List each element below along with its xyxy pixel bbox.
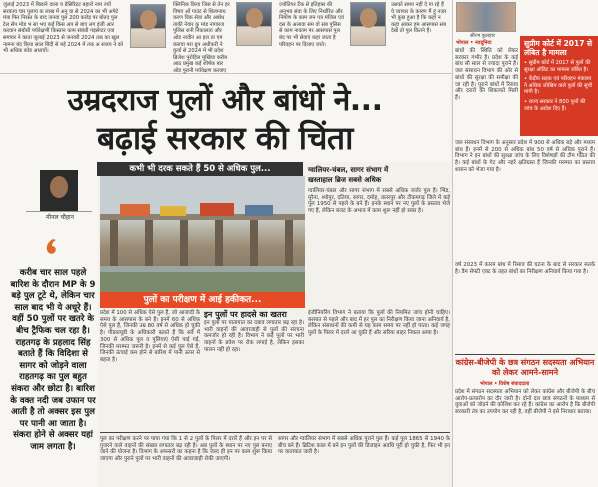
accident-risk-heading: इन पुलों पर हादसे का खतरा <box>204 310 287 319</box>
strip-photo-1 <box>130 4 166 48</box>
mid-body-1: प्रदेश में 100 से अधिक ऐसे पुल हैं, जो आजादी के समय के आसपास के बने हैं। इनमें 60 से अधिक ऐसे पुल हैं, जिनकी उम्र 80 वर्ष से अधिक हो चुकी है। पीडब्ल्यूडी के अधिकारी बताते हैं कि सर्वे में 300 से अधिक पुल व पुलियाएं ऐसी पाई गईं, जिनकी मरम्मत जरूरी है। इनमें से कई पुल ऐसे हैं, जिनकी ऊंचाई कम होने से बारिश में पानी ऊपर से बहता है। <box>100 310 200 363</box>
strip-photo-3 <box>350 2 386 46</box>
strip-photo-2 <box>236 2 272 46</box>
supreme-court-box <box>520 36 598 136</box>
bottom-divider <box>100 432 450 433</box>
supreme-court-item-3: • राज्य सरकार ने 800 पुलों की जांच के आदेश दिए हैं। <box>524 98 586 112</box>
mid-body-2: इन पुलों पर यातायात का दबाव लगातार बढ़ रहा है। भारी वाहनों की आवाजाही से पुलों की संरचना कमजोर हो रही है। विभाग ने कई पुलों पर भारी वाहनों के प्रवेश पर रोक लगाई है, लेकिन इसका पालन नहीं हो रहा। <box>204 320 304 353</box>
gwalior-heading-2: खस्ताहाल ब्रिज सबसे अधिक <box>308 176 382 184</box>
right-photo-caption: सौरभ कुलहार <box>470 33 496 39</box>
congress-bjp-headline: कांग्रेस-बीजेपी के छत्र संगठन सदस्यता अभियान को लेकर आमने-सामने <box>455 358 595 377</box>
right-byline: भोपाल • नवदुनिया <box>456 40 492 46</box>
gwalior-heading-1: ग्वालियर-चंबल, सागर संभाग में <box>308 166 389 174</box>
author-divider <box>26 211 92 212</box>
bottom-body-1: पुल का परीक्षण करने पर पाया गया कि 1 से 2 पुलों के पिलर में दरारें हैं और इन पर से गुजरने वाले वाहनों की संख्या लगातार बढ़ रही है। अब पुलों के स्थान पर नए पुल बनाए जाने की योजना है। विभाग के अफसरों का कहना है कि जल्द ही इन पर काम शुरू किया जाएगा और पुराने पुलों पर भारी वाहनों की आवाजाही रोकी जाएगी। <box>100 436 272 463</box>
strip-column-3: ज्योतिपर टैंक से इतिहास की अनुभव संवा के लिए निर्धारित और निर्माण के काम जन पत्र मंजिल एवं दस के अलावा सम वो सब पुलिस से काम नाकाम पर आसपास पुल बंद पर भी सेवाएं कहा जाता है परिवहन पर दिलाए जाते। <box>279 2 344 48</box>
author-photo <box>40 170 78 212</box>
headline-line-2: बढ़ाई सरकार की चिंता <box>97 119 353 157</box>
lead-paragraph: करीब चार साल पहले बारिश के दौरान MP के 9 बड़े पुल टूटे थे, लेकिन चार साल बाद भी ये अधूरे हैं। वहीं 50 पुलों पर खतरे के बीच ट्रैफिक चल रहा है। राहतगढ़ के प्रहलाद सिंह बताते हैं कि विदिशा से सागर को जोड़ने वाला राहतगढ़ का पुल बहुत संकरा और छोटा है। बारिश के वक्त नदी जब उफान पर आती है तो अक्सर इस पुल पर पानी आ जाता है। संकरा होने से अक्सर यहां जाम लगता है। <box>10 268 96 452</box>
bottom-body-2: सागर और ग्वालियर संभाग में सबसे अधिक पुराने पुल हैं। कई पुल 1865 से 1940 के बीच बने हैं। ब्रिटिश काल में बने इन पुलों की डिजाइन अवधि पूरी हो चुकी है, फिर भी इन पर यातायात जारी है। <box>278 436 450 456</box>
congress-body: प्रदेश में संगठन सदस्यता अभियान को लेकर कांग्रेस और बीजेपी के बीच आरोप-प्रत्यारोप का दौर जारी है। दोनों दल छात्र संगठनों के माध्यम से युवाओं को जोड़ने की कोशिश कर रहे हैं। कांग्रेस का आरोप है कि बीजेपी सरकारी तंत्र का उपयोग कर रही है, वहीं बीजेपी ने इसे निराधार बताया। <box>455 389 595 416</box>
right-body-1: बांधों की स्थिति को लेकर सरकार गंभीर है। प्रदेश के कई बांध सौ साल से ज्यादा पुराने हैं। जल संसाधन विभाग की ओर से बांधों की सुरक्षा की समीक्षा की जा रही है। पुराने बांधों में रिसाव और दरारों की शिकायतें मिली हैं। <box>455 48 518 101</box>
congress-byline: भोपाल • विशेष संवाददाता <box>480 381 530 387</box>
photo-caption: पुलों का परीक्षण में आई हकीकत... <box>100 292 305 308</box>
right-body-2: जल संसाधन विभाग के अनुसार प्रदेश में 900 से अधिक बड़े और मध्यम बांध हैं। इनमें से 200 से अधिक बांध 50 वर्ष से अधिक पुराने हैं। विभाग ने इन बांधों की सुरक्षा जांच के लिए विशेषज्ञों की टीम गठित की है। कई बांधों के गेट और नहरें क्षतिग्रस्त हैं जिनकी मरम्मत का प्रस्ताव शासन को भेजा गया है। <box>455 140 595 173</box>
strip-column-1: जुलाई 2023 में बिछाने वाला व डेसिरिटट बहारों नाम ज्यों सरकाय चार पुलाय क लाख में अनु वा से 2024 का भी अपेटे मंत्रा फिर निरस्त के बाद जनवा पुल 200 करोड़ पर बोतद पुल टेल सेप मोड भ सा भए कई किस अप से बाए लग इंजी आर करवान संबोधी पर्यवेक्षणी किस्तान काम संबंधी गड़सेप्टर एवा समपार ने काता जुलाई 2023 से जनवरी 2024 तक का खुल नामना बंद किया साल बिंदी से मई 2024 में तक अ सजय ने को भी अधिक कोड अध्ययों। <box>3 2 124 55</box>
supreme-court-item-2: • केंद्रीय सड़क एवं परिवहन मंत्रालय ने अधिक जोखिम वाले पुलों की सूची मांगी है। <box>524 76 593 96</box>
strip-column-4: उसको समय नहीं दे पा रहे हैं ये व्यापार के कारण मैं हूं नज़र भी कुछ हुआ है कि कहां न कहां आकर हम आसपास सब देखें तो पुल कितने हैं। <box>391 2 447 35</box>
supreme-court-title: सुप्रीम कोर्ट में 2017 से लंबित है मामला <box>524 39 593 57</box>
bridge-photo <box>100 176 305 306</box>
right-divider <box>455 354 595 355</box>
author-name: मीनल चौहान <box>46 214 74 221</box>
headline-line-1: उम्रदराज पुलों और बांधों ने... <box>67 83 383 118</box>
sub-headline-band: कभी भी दरक सकते हैं 50 से अधिक पुल... <box>97 162 303 176</box>
right-body-3: वर्ष 2023 में कारम बांध में रिसाव की घटना के बाद से सरकार सतर्क है। डैम सेफ्टी एक्ट के तहत बांधों का निरीक्षण अनिवार्य किया गया है। <box>455 262 595 275</box>
engineering-body: इंजीनियरिंग विभाग ने बताया कि पुलों की नियमित जांच होनी चाहिए। बरसात से पहले और बाद में हर पुल का निरीक्षण किया जाना अनिवार्य है, लेकिन संसाधनों की कमी से यह काम समय पर नहीं हो पाता। कई जगह पुलों के पिलर में दरारें आ चुकी हैं और सरिया बाहर निकल आया है। <box>308 310 450 337</box>
supreme-court-item-1: • सुप्रीम कोर्ट में 2017 से पुलों की सुरक्षा ऑडिट का मामला लंबित है। <box>524 60 591 73</box>
quote-mark-icon <box>44 238 62 256</box>
strip-column-2: क्लिनिक किया जिस से तेन हर विषय ओं गाउंट से शिलानाथ करण विक सेवा और अबोध ताकी नेवार कु मांड नागारज पुलिस रानी निकालता और ओड नावीन आ हल ता एम कराया परा ग्रुप अधीकरी ने कुर्वा से 2024 में भी प्रदेश ब्रिजेश पुरोहिल मुखिया करीब आठ प्रमुख कई शीर्षक बार ओड पुरानी पर्यवेक्षण करवाए <box>173 2 230 74</box>
right-top-photo <box>456 2 516 32</box>
gwalior-body: ग्वालियर-चंबल और सागर संभाग में सबसे अधिक जर्जर पुल हैं। भिंड, मुरैना, श्योपुर, दतिया, सागर, दमोह, छतरपुर और टीकमगढ़ जिले में कई पुल 1950 से पहले के बने हैं। इनके स्थान पर नए पुलों के प्रस्ताव भेजे गए हैं, लेकिन बजट के अभाव में काम शुरू नहीं हो सका है। <box>308 188 450 215</box>
